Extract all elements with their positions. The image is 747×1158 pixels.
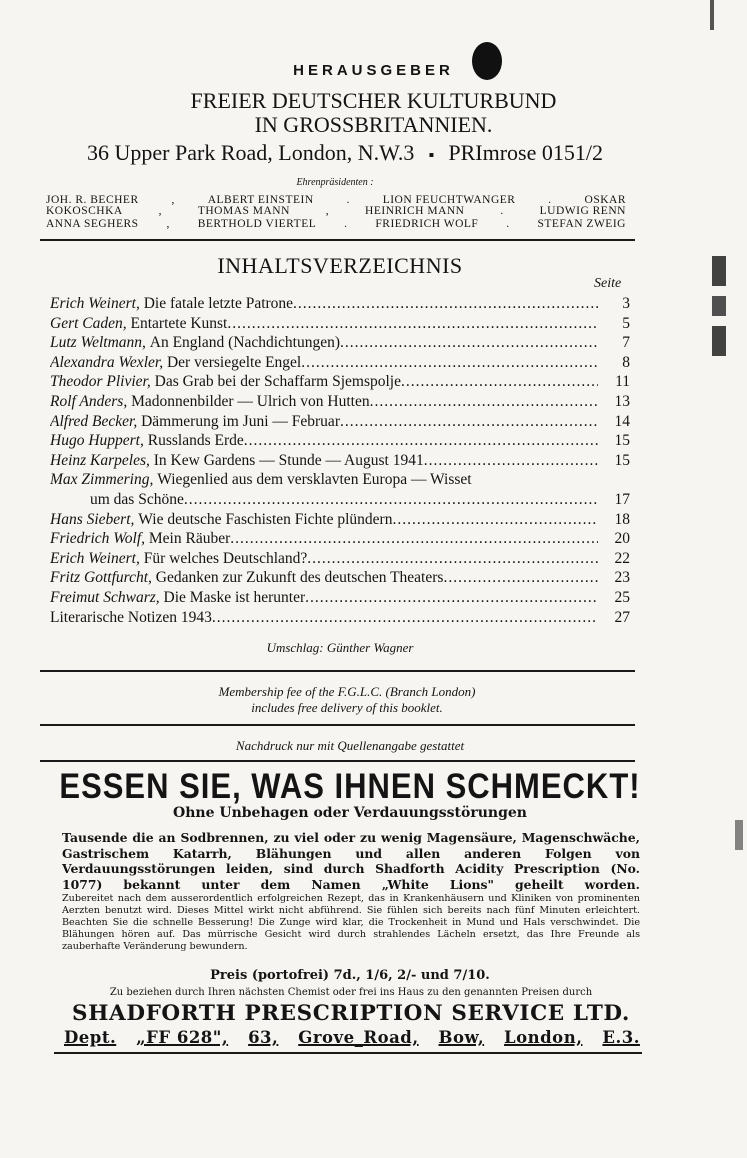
ad-company-address — [64, 1028, 640, 1047]
toc-page-number: 14 — [614, 412, 630, 430]
toc-title-text: Entartete Kunst — [130, 314, 228, 332]
toc-page-number: 3 — [622, 295, 630, 312]
membership-note-line1: Membership fee of the F.G.L.C. (Branch London) — [218, 684, 476, 699]
toc-title-text: Für welches Deutschland? — [143, 549, 308, 567]
ad-company-name: SHADFORTH PRESCRIPTION SERVICE LTD. — [72, 1001, 630, 1026]
publisher-label: HERAUSGEBER — [293, 62, 454, 79]
toc-leader — [301, 353, 598, 373]
toc-author: Max Zimmering, — [50, 471, 154, 489]
toc-author: Heinz Karpeles, — [50, 451, 150, 469]
address-part: „FF 628", — [136, 1028, 229, 1047]
toc-leader — [472, 470, 598, 490]
address-line: 36 Upper Park Road, London, N.W.3 ▪ PRImrose 0151/2 — [87, 140, 603, 165]
ad-headline: ESSEN SIE, WAS IHNEN SCHMECKT! — [59, 766, 641, 807]
toc-title-text: Dämmerung im Juni — Februar — [141, 412, 340, 430]
toc-entry — [50, 353, 630, 373]
toc-page-number: 5 — [622, 314, 630, 332]
address-part: London, — [504, 1028, 583, 1047]
toc-page-number: 15 — [614, 432, 630, 450]
phone: PRImrose 0151/2 — [448, 140, 603, 165]
toc-entry — [50, 529, 630, 549]
toc-title: INHALTSVERZEICHNIS — [217, 253, 463, 278]
toc-leader — [230, 529, 598, 549]
toc-leader — [340, 412, 598, 432]
toc-entry — [50, 608, 630, 628]
toc-page-number: 7 — [622, 334, 630, 352]
toc-author: Erich Weinert, — [50, 549, 140, 567]
toc-leader — [305, 588, 598, 608]
toc-leader — [392, 510, 598, 530]
honorary-row: KOKOSCHKA , THOMAS MANN , HEINRICH MANN . LUDWIG RENN — [46, 205, 626, 217]
divider — [54, 1052, 642, 1054]
toc-leader — [307, 549, 598, 569]
toc-page-number: 11 — [615, 373, 630, 391]
toc-page-number: 25 — [614, 588, 630, 606]
honorary-name: STEFAN ZWEIG — [537, 218, 626, 230]
toc-author: Erich Weinert, — [50, 295, 140, 312]
toc-leader — [227, 314, 598, 334]
toc-title-text: Madonnenbilder — Ulrich von Hutten — [131, 392, 370, 410]
toc-title-text: Die fatale letzte Patrone — [143, 295, 294, 312]
address-part: Dept. — [64, 1028, 117, 1047]
address-part: Grove_Road, — [298, 1028, 419, 1047]
toc-title-text: Wie deutsche Faschisten Fichte plündern — [138, 510, 393, 528]
table-of-contents — [50, 294, 630, 627]
toc-author: Freimut Schwarz, — [50, 588, 160, 606]
org-name-line1: FREIER DEUTSCHER KULTURBUND — [190, 88, 557, 113]
toc-page-number: 8 — [622, 353, 630, 371]
ad-body-bold: Tausende die an Sodbrennen, zu viel oder zu wenig Magensäure, Magenschwäche, Gastrischem Katarrh, Blähungen und allen anderen Folgen von Verdauungsstörungen leiden, sind durch Shadforth Acidity Prescription (No. 1077) bekannt unter dem Namen „White Lions" geheilt worden. — [62, 830, 640, 892]
toc-entry — [50, 431, 630, 451]
toc-title-text: Russlands Erde — [147, 432, 244, 450]
divider — [40, 724, 635, 726]
toc-entry — [50, 294, 630, 314]
honorary-name: HEINRICH MANN — [365, 205, 465, 217]
toc-page-number: 18 — [614, 510, 630, 528]
toc-page-number: 23 — [614, 569, 630, 587]
toc-leader — [401, 372, 598, 392]
toc-author: Theodor Plivier, — [50, 373, 151, 391]
ad-subhead: Ohne Unbehagen oder Verdauungsstörungen — [173, 805, 527, 821]
org-name-line2: IN GROSSBRITANNIEN. — [254, 112, 493, 137]
divider — [40, 239, 635, 241]
honorary-name: LION FEUCHTWANGER — [382, 194, 516, 206]
honorary-name: JOH. R. BECHER — [46, 194, 139, 206]
toc-title-text: Das Grab bei der Schaffarm Sjemspolje — [154, 373, 401, 391]
honorary-row: ANNA SEGHERS , BERTHOLD VIERTEL . FRIEDRICH WOLF . STEFAN ZWEIG — [46, 218, 626, 230]
toc-author: Gert Caden, — [50, 314, 127, 332]
toc-author: Friedrich Wolf, — [50, 530, 146, 548]
divider — [40, 670, 635, 672]
toc-page-number: 13 — [614, 392, 630, 410]
toc-entry — [50, 392, 630, 412]
toc-leader — [340, 333, 598, 353]
toc-entry — [50, 568, 630, 588]
toc-page-number: 22 — [614, 549, 630, 567]
page-column-label: Seite — [594, 276, 622, 291]
toc-title-text: Mein Räuber — [148, 530, 231, 548]
ad-body-small: Zubereitet nach dem ausserordentlich erfolgreichen Rezept, das in Krankenhäusern und Kliniken von prominenten Aerzten benutzt wird. Dieses Mittel wirkt nicht abführend. Sie fühlen sich bereits nach fünf Minuten erleichtert. Beachten Sie die schnelle Besserung! Die Zunge wird klar, die Trockenheit in Mund und Hals verschwindet. Die Blähungen hören auf. Das mürrische Gesicht wird durch strahlendes Lächeln ersetzt, das Ihre Freunde als zauberhafte Veränderung bewundern. — [62, 893, 640, 952]
address-part: Bow, — [438, 1028, 485, 1047]
membership-note-line2: includes free delivery of this booklet. — [251, 700, 443, 715]
toc-entry — [50, 412, 630, 432]
toc-author: Rolf Anders, — [50, 392, 128, 410]
toc-title-text: An England (Nachdichtungen) — [149, 334, 341, 352]
toc-title-text: Gedanken zur Zukunft des deutschen Theaters — [155, 569, 444, 587]
toc-title-text: Literarische Notizen 1943 — [50, 608, 212, 626]
address-part: E.3. — [602, 1028, 640, 1047]
toc-leader — [184, 490, 598, 510]
toc-author: Hugo Huppert, — [50, 432, 144, 450]
address: 36 Upper Park Road, London, N.W.3 — [87, 140, 415, 165]
honorary-name: LUDWIG RENN — [539, 205, 626, 217]
honorary-name: FRIEDRICH WOLF — [375, 218, 479, 230]
scan-edge-mark — [735, 820, 743, 850]
honorary-row: JOH. R. BECHER , ALBERT EINSTEIN . LION FEUCHTWANGER . OSKAR — [46, 194, 626, 206]
ad-order-note: Zu beziehen durch Ihren nächsten Chemist oder frei ins Haus zu den genannten Preisen durch — [109, 987, 593, 998]
toc-entry — [50, 333, 630, 353]
cover-credit: Umschlag: Günther Wagner — [266, 640, 414, 655]
scan-edge-mark — [712, 256, 726, 356]
toc-leader — [443, 568, 598, 588]
toc-entry — [50, 451, 630, 471]
toc-title-text: Der versiegelte Engel — [166, 353, 302, 371]
toc-leader — [370, 392, 598, 412]
honorary-name: OSKAR — [584, 194, 626, 206]
toc-entry — [50, 372, 630, 392]
toc-page-number: 17 — [614, 490, 630, 508]
toc-page-number: 15 — [614, 451, 630, 469]
toc-leader — [212, 608, 598, 628]
toc-author: Hans Siebert, — [50, 510, 135, 528]
honorary-presidents-label: Ehrenpräsidenten : — [296, 177, 374, 188]
toc-page-number: 20 — [614, 530, 630, 548]
toc-title-text: um das Schöne — [90, 490, 184, 508]
toc-entry — [50, 510, 630, 530]
toc-entry — [50, 549, 630, 569]
toc-entry — [50, 470, 630, 490]
honorary-name: THOMAS MANN — [197, 205, 290, 217]
toc-entry — [50, 588, 630, 608]
toc-page-number: 27 — [614, 608, 630, 626]
toc-title-text: Die Maske ist herunter — [163, 588, 306, 606]
toc-entry — [50, 490, 630, 510]
toc-leader — [293, 294, 598, 314]
toc-entry — [50, 314, 630, 334]
honorary-name: KOKOSCHKA — [46, 205, 123, 217]
scan-edge-mark — [710, 0, 714, 30]
address-part: 63, — [248, 1028, 279, 1047]
toc-author: Alfred Becker, — [50, 412, 138, 430]
honorary-name: ALBERT EINSTEIN — [207, 194, 314, 206]
toc-title-text: In Kew Gardens — Stunde — August 1941 — [153, 451, 424, 469]
honorary-name: BERTHOLD VIERTEL — [197, 218, 317, 230]
toc-author: Lutz Weltmann, — [50, 334, 146, 352]
toc-leader — [424, 451, 598, 471]
toc-leader — [244, 431, 598, 451]
ad-price: Preis (portofrei) 7d., 1/6, 2/- und 7/10. — [210, 968, 490, 983]
divider — [40, 760, 635, 762]
toc-author: Alexandra Wexler, — [50, 353, 164, 371]
toc-author: Fritz Gottfurcht, — [50, 569, 152, 587]
honorary-name: ANNA SEGHERS — [46, 218, 139, 230]
reprint-note: Nachdruck nur mit Quellenangabe gestattet — [235, 738, 465, 753]
toc-title-text: Wiegenlied aus dem versklavten Europa — Wisset — [157, 471, 472, 489]
